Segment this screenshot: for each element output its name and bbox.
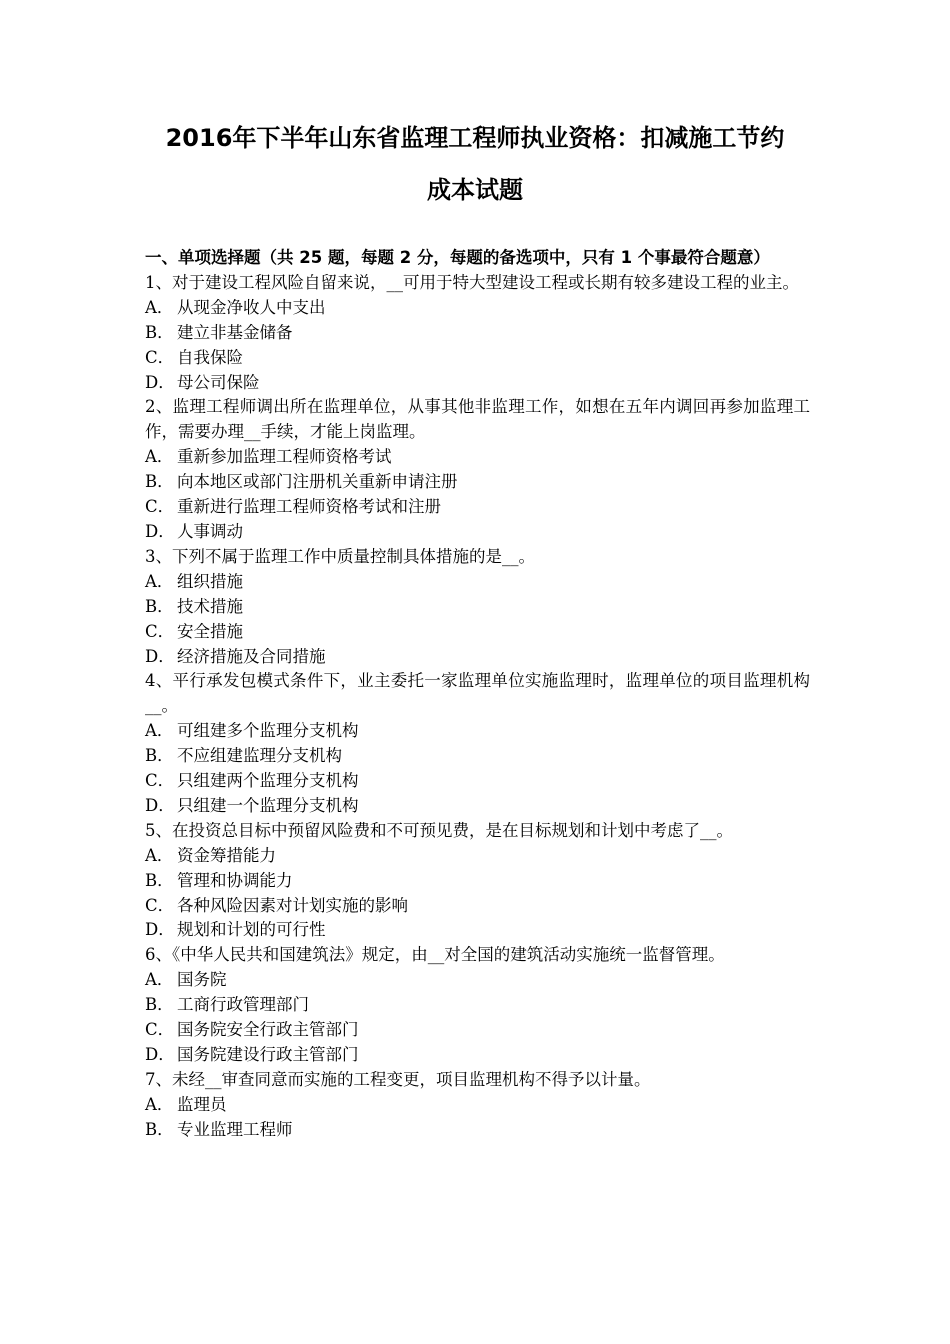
option-text: 建立非基金储备 (177, 322, 293, 342)
answer-option (145, 794, 810, 819)
question-list (145, 271, 810, 1143)
question-stem: 7、未经__审查同意而实施的工程变更，项目监理机构不得予以计量。 (145, 1069, 651, 1089)
option-text: 自我保险 (177, 347, 243, 367)
option-text: 从现金净收人中支出 (177, 297, 326, 317)
option-letter: D． (145, 1045, 175, 1064)
option-letter: B． (145, 1119, 174, 1139)
option-list (145, 296, 810, 396)
option-text: 国务院安全行政主管部门 (177, 1020, 359, 1040)
question-stem: 1、对于建设工程风险自留来说，__可用于特大型建设工程或长期有较多建设工程的业主。 (145, 272, 799, 292)
answer-option (145, 1093, 810, 1118)
answer-option (145, 719, 810, 744)
title-line-2: 成本试题 (427, 176, 523, 204)
option-text: 只组建一个监理分支机构 (177, 795, 359, 815)
answer-option (145, 1018, 810, 1043)
answer-option (145, 620, 810, 645)
option-letter: A． (145, 845, 174, 865)
option-text: 管理和协调能力 (177, 870, 293, 890)
answer-option (145, 520, 810, 545)
option-letter: D． (145, 646, 175, 666)
section-heading: 一、单项选择题（共 25 题，每题 2 分，每题的备选项中，只有 1 个事最符合题意） (145, 248, 770, 267)
option-letter: C． (145, 621, 175, 641)
question-item (145, 943, 810, 1068)
document-title (140, 112, 810, 216)
option-text: 监理员 (177, 1094, 227, 1114)
option-letter: B． (145, 322, 174, 342)
answer-option (145, 869, 810, 894)
question-stem: 5、在投资总目标中预留风险费和不可预见费，是在目标规划和计划中考虑了__。 (145, 820, 733, 840)
option-text: 只组建两个监理分支机构 (177, 771, 359, 791)
option-list (145, 719, 810, 819)
option-letter: A． (145, 1094, 174, 1114)
option-text: 重新进行监理工程师资格考试和注册 (177, 497, 441, 517)
option-list (145, 844, 810, 944)
option-text: 技术措施 (177, 596, 243, 616)
option-text: 人事调动 (177, 521, 243, 541)
option-text: 工商行政管理部门 (177, 995, 309, 1015)
option-letter: A． (145, 721, 174, 741)
option-text: 安全措施 (177, 621, 243, 641)
option-letter: C． (145, 497, 175, 517)
answer-option (145, 844, 810, 869)
option-text: 专业监理工程师 (177, 1119, 293, 1139)
option-letter: D． (145, 795, 175, 815)
option-letter: C． (145, 347, 175, 367)
option-letter: D． (145, 521, 175, 541)
option-letter: B． (145, 746, 174, 766)
answer-option (145, 918, 810, 943)
option-text: 规划和计划的可行性 (177, 920, 326, 940)
option-letter: D． (145, 920, 175, 940)
option-list (145, 968, 810, 1068)
answer-option (145, 470, 810, 495)
question-item (145, 395, 810, 544)
answer-option (145, 346, 810, 371)
option-text: 可组建多个监理分支机构 (177, 721, 359, 741)
option-letter: B． (145, 596, 174, 616)
answer-option (145, 371, 810, 396)
answer-option (145, 595, 810, 620)
option-letter: C． (145, 771, 175, 791)
answer-option (145, 321, 810, 346)
question-stem: 4、平行承发包模式条件下，业主委托一家监理单位实施监理时，监理单位的项目监理机构__。 (145, 671, 810, 716)
option-letter: D． (145, 372, 175, 392)
option-letter: B． (145, 995, 174, 1015)
document-body (145, 246, 810, 1143)
option-letter: B． (145, 870, 174, 890)
option-text: 向本地区或部门注册机关重新申请注册 (177, 472, 458, 492)
answer-option (145, 570, 810, 595)
title-line-1: 2016年下半年山东省监理工程师执业资格：扣减施工节约 (165, 124, 785, 152)
option-letter: A． (145, 571, 174, 591)
answer-option (145, 1043, 810, 1068)
answer-option (145, 894, 810, 919)
option-text: 国务院 (177, 970, 227, 990)
question-stem: 2、监理工程师调出所在监理单位，从事其他非监理工作，如想在五年内调回再参加监理工作，需要办理__手续，才能上岗监理。 (145, 397, 810, 442)
answer-option (145, 968, 810, 993)
option-text: 经济措施及合同措施 (177, 646, 326, 666)
option-text: 各种风险因素对计划实施的影响 (177, 895, 408, 915)
question-stem: 3、下列不属于监理工作中质量控制具体措施的是__。 (145, 546, 535, 566)
option-list (145, 445, 810, 545)
question-stem: 6、《中华人民共和国建筑法》规定，由__对全国的建筑活动实施统一监督管理。 (145, 945, 725, 965)
answer-option (145, 495, 810, 520)
option-text: 不应组建监理分支机构 (177, 746, 342, 766)
option-text: 资金筹措能力 (177, 845, 276, 865)
option-letter: A． (145, 447, 174, 467)
answer-option (145, 744, 810, 769)
question-item (145, 819, 810, 944)
answer-option (145, 769, 810, 794)
option-letter: C． (145, 1020, 175, 1040)
option-letter: A． (145, 970, 174, 990)
option-letter: A． (145, 297, 174, 317)
answer-option (145, 445, 810, 470)
option-text: 重新参加监理工程师资格考试 (177, 447, 392, 467)
answer-option (145, 296, 810, 321)
option-letter: B． (145, 472, 174, 492)
question-item (145, 1068, 810, 1143)
question-item (145, 669, 810, 818)
option-letter: C． (145, 895, 175, 915)
option-text: 组织措施 (177, 571, 243, 591)
answer-option (145, 1118, 810, 1143)
question-item (145, 271, 810, 396)
option-list (145, 1093, 810, 1143)
option-list (145, 570, 810, 670)
question-item (145, 545, 810, 670)
answer-option (145, 645, 810, 670)
answer-option (145, 993, 810, 1018)
option-text: 母公司保险 (177, 372, 260, 392)
option-text: 国务院建设行政主管部门 (177, 1045, 359, 1064)
